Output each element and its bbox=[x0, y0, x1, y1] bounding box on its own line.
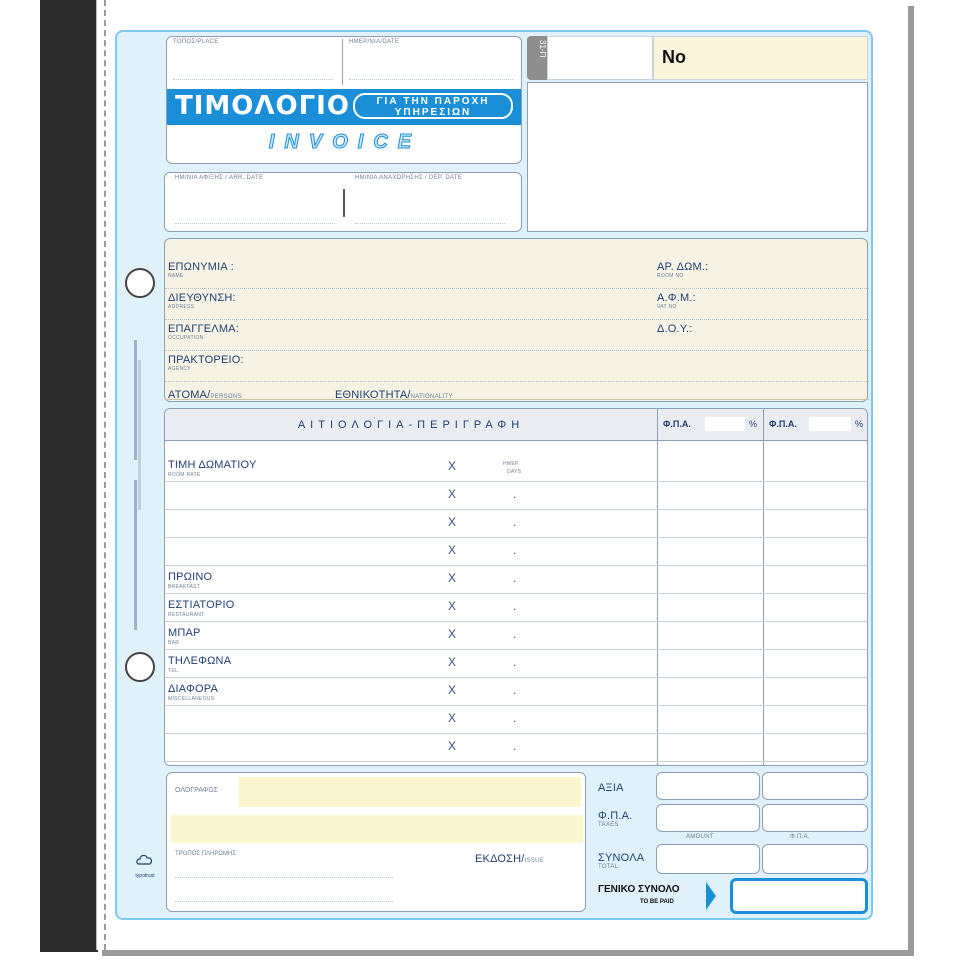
totals-label: ΣΥΝΟΛΑ bbox=[598, 852, 645, 864]
item-row[interactable] bbox=[165, 683, 868, 711]
guest-field[interactable] bbox=[168, 323, 648, 341]
item-label: ΜΠΑΡ bbox=[168, 627, 201, 639]
guest-field-line bbox=[165, 288, 869, 289]
guest-details-block bbox=[164, 238, 868, 402]
grand-total-label-en: TO BE PAID bbox=[640, 899, 674, 905]
decimal-point: . bbox=[513, 683, 517, 697]
title-en: INVOICE bbox=[268, 131, 422, 153]
title-sub-line2: ΥΠΗΡΕΣΙΩΝ bbox=[394, 107, 472, 118]
guest-field-label: ΕΠΑΓΓΕΛΜΑ: bbox=[168, 323, 239, 335]
decimal-point: . bbox=[513, 711, 517, 725]
guest-field-line bbox=[165, 350, 869, 351]
items-table bbox=[164, 408, 868, 766]
item-row[interactable] bbox=[165, 487, 868, 515]
nationality-label: ΕΘΝΙΚΟΤΗΤΑ/ bbox=[335, 389, 411, 401]
guest-right-label: Δ.Ο.Υ.: bbox=[657, 323, 693, 335]
guest-right-field[interactable] bbox=[657, 323, 692, 335]
item-row-line bbox=[165, 761, 868, 762]
decimal-point: . bbox=[513, 543, 517, 557]
place-field[interactable] bbox=[173, 39, 343, 85]
nationality-label-en: NATIONALITY bbox=[410, 394, 453, 400]
guest-field-label: ΔΙΕΥΘΥΝΣΗ: bbox=[168, 292, 236, 304]
item-row-line bbox=[165, 621, 868, 622]
multiply-sign: X bbox=[448, 599, 457, 613]
item-label-en: BREAKFAST bbox=[168, 584, 201, 590]
amount-column-caption: AMOUNT bbox=[686, 834, 714, 840]
guest-field-label-en: ADDRESS bbox=[168, 304, 195, 310]
item-label-en: MISCELLANEOUS bbox=[168, 696, 215, 702]
form-code: 31-Π bbox=[538, 40, 547, 58]
punch-hole-bottom bbox=[125, 652, 155, 682]
serial-left-cell bbox=[547, 36, 653, 80]
guest-field-label: ΠΡΑΚΤΟΡΕΙΟ: bbox=[168, 354, 244, 366]
item-row-line bbox=[165, 649, 868, 650]
grand-total-label: ΓΕΝΙΚΟ ΣΥΝΟΛΟ bbox=[598, 884, 680, 895]
in-words-label: ΟΛΟΓΡΑΦΩΣ bbox=[175, 787, 218, 794]
payment-label: ΤΡΟΠΟΣ ΠΛΗΡΩΜΗΣ bbox=[175, 851, 236, 857]
item-label-en: RESTAURANT bbox=[168, 612, 205, 618]
item-row[interactable] bbox=[165, 515, 868, 543]
guest-field[interactable] bbox=[168, 354, 648, 372]
guest-field-label: ΕΠΩΝΥΜΙΑ : bbox=[168, 261, 234, 273]
multiply-sign: X bbox=[448, 571, 457, 585]
description-header: ΑΙΤΙΟΛΟΓΙΑ-ΠΕΡΙΓΡΑΦΗ bbox=[297, 419, 525, 431]
vat-total-label: Φ.Π.Α. bbox=[598, 810, 633, 822]
multiply-sign: X bbox=[448, 683, 457, 697]
item-row[interactable] bbox=[165, 711, 868, 739]
guest-field-line bbox=[165, 319, 869, 320]
item-row[interactable] bbox=[165, 543, 868, 571]
date-label: ΗΜΕΡ/ΝΙΑ/DATE bbox=[349, 39, 400, 45]
number-label: No bbox=[662, 47, 686, 67]
multiply-sign: X bbox=[448, 711, 457, 725]
decimal-point: . bbox=[513, 655, 517, 669]
item-row-line bbox=[165, 481, 868, 482]
multiply-sign: X bbox=[448, 739, 457, 753]
form-code-tab bbox=[527, 36, 547, 80]
punch-hole-top bbox=[125, 268, 155, 298]
arrival-date-field[interactable] bbox=[175, 175, 345, 229]
departure-date-field[interactable] bbox=[355, 175, 519, 229]
guest-right-label-en: ROOM NO bbox=[657, 273, 684, 279]
vat-amount-cell[interactable] bbox=[656, 804, 760, 832]
grand-total-field[interactable] bbox=[730, 878, 868, 914]
multiply-sign: X bbox=[448, 459, 457, 473]
title-block bbox=[166, 36, 522, 164]
cloud-logo-icon bbox=[135, 852, 155, 868]
arrow-right-icon bbox=[706, 882, 716, 910]
total-amount-cell[interactable] bbox=[656, 844, 760, 874]
issuer-stamp-area[interactable] bbox=[527, 82, 868, 232]
item-row[interactable] bbox=[165, 459, 868, 487]
vertical-legal-text bbox=[132, 340, 142, 640]
issue-label-en: ISSUE bbox=[524, 858, 545, 864]
multiply-sign: X bbox=[448, 627, 457, 641]
persons-field[interactable] bbox=[168, 385, 242, 403]
item-row-line bbox=[165, 705, 868, 706]
in-words-field-2[interactable] bbox=[171, 815, 583, 843]
value-amount-cell[interactable] bbox=[656, 772, 760, 800]
guest-field[interactable] bbox=[168, 261, 648, 279]
binding-strip bbox=[40, 0, 98, 952]
decimal-point: . bbox=[513, 739, 517, 753]
in-words-field[interactable] bbox=[239, 777, 581, 807]
persons-label: ΑΤΟΜΑ/ bbox=[168, 389, 211, 401]
persons-label-en: PERSONS bbox=[210, 394, 242, 400]
title-sub bbox=[353, 93, 513, 119]
decimal-point: . bbox=[513, 599, 517, 613]
item-label-en: BAR bbox=[168, 640, 180, 646]
title-main: ΤΙΜΟΛΟΓΙΟ bbox=[175, 91, 350, 121]
issue-field[interactable] bbox=[475, 849, 544, 867]
item-row[interactable] bbox=[165, 627, 868, 655]
vat-vat-cell[interactable] bbox=[762, 804, 868, 832]
publisher-logo bbox=[130, 852, 160, 882]
nationality-field[interactable] bbox=[335, 385, 453, 403]
item-label-en: TEL. bbox=[168, 668, 180, 674]
item-label: ΕΣΤΙΑΤΟΡΙΟ bbox=[168, 599, 235, 611]
guest-right-field[interactable] bbox=[657, 292, 696, 310]
dates-block bbox=[164, 172, 522, 232]
days-label-en: DAYS bbox=[507, 469, 522, 475]
guest-field-label-en: OCCUPATION bbox=[168, 335, 204, 341]
totals-label-en: TOTAL bbox=[598, 864, 619, 870]
item-row-line bbox=[165, 593, 868, 594]
item-row-line bbox=[165, 677, 868, 678]
logo-text: typotrust bbox=[135, 873, 155, 879]
vat-pct-1: % bbox=[749, 419, 758, 429]
item-row[interactable] bbox=[165, 599, 868, 627]
item-row-line bbox=[165, 537, 868, 538]
multiply-sign: X bbox=[448, 487, 457, 501]
item-row-line bbox=[165, 509, 868, 510]
date-field[interactable] bbox=[349, 39, 519, 85]
issue-label: ΕΚΔΟΣΗ/ bbox=[475, 853, 525, 865]
guest-right-field[interactable] bbox=[657, 261, 708, 279]
item-row[interactable] bbox=[165, 571, 868, 599]
invoice-number-field[interactable] bbox=[653, 36, 868, 80]
dates-divider bbox=[343, 189, 345, 217]
value-vat-cell[interactable] bbox=[762, 772, 868, 800]
value-label: ΑΞΙΑ bbox=[598, 782, 624, 794]
decimal-point: . bbox=[513, 627, 517, 641]
place-label: ΤΟΠΟΣ/PLACE bbox=[173, 39, 219, 45]
title-sub-line1: ΓΙΑ ΤΗΝ ΠΑΡΟΧΗ bbox=[376, 96, 490, 107]
departure-date-label: ΗΜ/ΝΙΑ ΑΝΑΧΩΡΗΣΗΣ / DEP. DATE bbox=[355, 175, 463, 181]
guest-field-label-en: AGENCY bbox=[168, 366, 191, 372]
item-label: ΔΙΑΦΟΡΑ bbox=[168, 683, 219, 695]
vat-column-2: Φ.Π.Α. bbox=[769, 419, 797, 429]
item-label: ΠΡΩΙΝΟ bbox=[168, 571, 213, 583]
days-label: ΗΜΕΡ. bbox=[503, 461, 520, 467]
decimal-point: . bbox=[513, 487, 517, 501]
amount-in-words-block bbox=[166, 772, 586, 912]
decimal-point: . bbox=[513, 515, 517, 529]
guest-field-line bbox=[165, 381, 869, 382]
total-vat-cell[interactable] bbox=[762, 844, 868, 874]
arrival-date-label: ΗΜ/ΝΙΑ ΑΦΙΞΗΣ / ARR. DATE bbox=[175, 175, 264, 181]
item-row-line bbox=[165, 733, 868, 734]
guest-right-label: ΑΡ. ΔΩΜ.: bbox=[657, 261, 709, 273]
title-band bbox=[167, 89, 522, 125]
guest-field[interactable] bbox=[168, 292, 648, 310]
guest-right-label-en: VAT NO bbox=[657, 304, 677, 310]
item-label: ΤΗΛΕΦΩΝΑ bbox=[168, 655, 232, 667]
multiply-sign: X bbox=[448, 655, 457, 669]
vat-column-caption: Φ.Π.Α. bbox=[790, 834, 810, 840]
vat-total-label-en: TAXES bbox=[598, 822, 619, 828]
item-label: ΤΙΜΗ ΔΩΜΑΤΙΟΥ bbox=[168, 459, 257, 471]
vat-pct-2: % bbox=[855, 419, 864, 429]
multiply-sign: X bbox=[448, 543, 457, 557]
item-row-line bbox=[165, 565, 868, 566]
vat-rate-2-input[interactable] bbox=[809, 417, 851, 431]
guest-field-label-en: NAME bbox=[168, 273, 184, 279]
item-row[interactable] bbox=[165, 655, 868, 683]
multiply-sign: X bbox=[448, 515, 457, 529]
guest-right-label: Α.Φ.Μ.: bbox=[657, 292, 696, 304]
vat-rate-1-input[interactable] bbox=[705, 417, 745, 431]
decimal-point: . bbox=[513, 571, 517, 585]
item-label-en: ROOM RATE bbox=[168, 472, 201, 478]
vat-column-1: Φ.Π.Α. bbox=[663, 419, 691, 429]
perforation-line bbox=[104, 0, 106, 950]
